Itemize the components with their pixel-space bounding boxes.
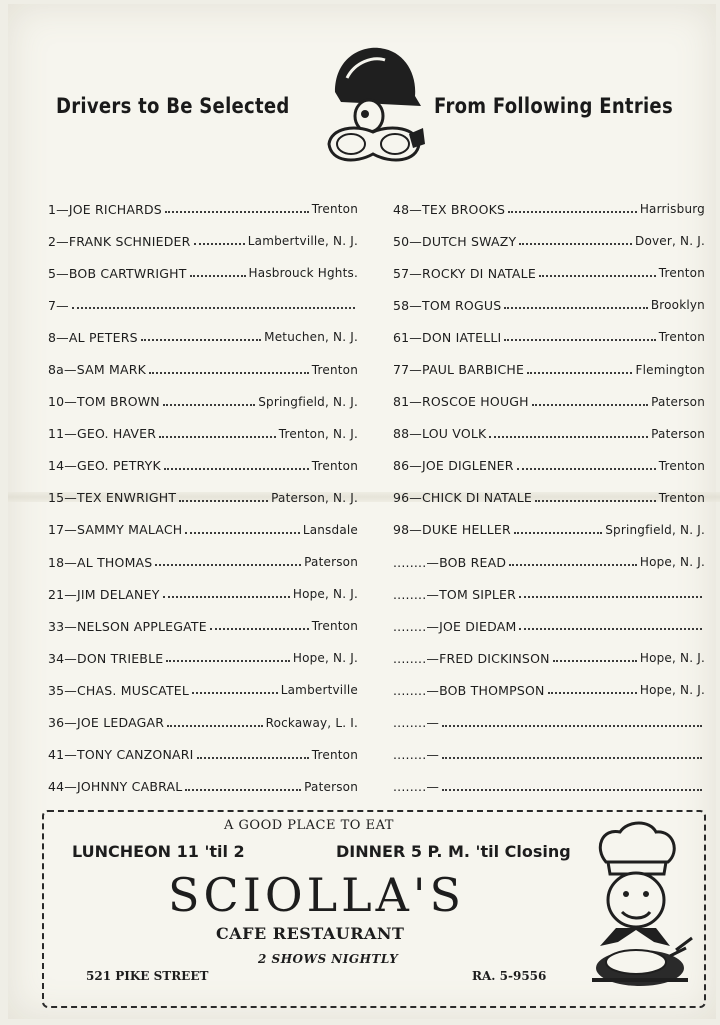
entry-name: 8—AL PETERS <box>48 329 138 345</box>
entry-city: Hope, N. J. <box>292 651 358 666</box>
entry-row <box>393 610 705 642</box>
dot-leader <box>165 201 309 213</box>
entry-name: ........— <box>393 715 440 731</box>
entry-row <box>393 546 705 578</box>
entry-row <box>393 578 705 610</box>
ad-tagline: A GOOD PLACE TO EAT <box>224 818 394 833</box>
entry-city: Trenton <box>311 458 358 473</box>
entry-name: 33—NELSON APPLEGATE <box>48 618 207 634</box>
entry-city: Lambertville, N. J. <box>247 234 358 249</box>
entry-row <box>393 482 705 514</box>
entry-row <box>48 193 358 225</box>
entry-row <box>48 578 358 610</box>
entry-city: Trenton <box>311 202 358 217</box>
dot-leader <box>504 329 655 341</box>
header-right-title: From Following Entries <box>434 94 673 118</box>
entry-row <box>48 482 358 514</box>
entry-row <box>48 739 358 771</box>
dot-leader <box>519 233 632 245</box>
entry-row <box>48 674 358 706</box>
entry-row <box>393 257 705 289</box>
entry-row <box>393 418 705 450</box>
chef-with-turkey-icon <box>558 818 698 996</box>
entry-name: ........—FRED DICKINSON <box>393 650 550 666</box>
dot-leader <box>185 522 299 534</box>
entry-row <box>48 225 358 257</box>
header-left-title: Drivers to Be Selected <box>56 94 290 118</box>
entry-name: 44—JOHNNY CABRAL <box>48 779 183 795</box>
ad-shows: 2 SHOWS NIGHTLY <box>258 952 399 966</box>
entry-city: Hasbrouck Hghts. <box>248 266 358 281</box>
helmet-goggles-icon <box>321 40 425 172</box>
dot-leader <box>517 458 656 470</box>
dot-leader <box>519 586 702 598</box>
entry-city: Harrisburg <box>639 202 705 217</box>
dot-leader <box>163 394 255 406</box>
entry-name: ........—TOM SIPLER <box>393 586 517 602</box>
dot-leader <box>535 490 656 502</box>
entry-city: Brooklyn <box>650 298 705 313</box>
entry-row <box>393 674 705 706</box>
entry-name: 48—TEX BROOKS <box>393 201 506 217</box>
dot-leader <box>442 715 702 727</box>
dot-leader <box>166 650 290 662</box>
ad-luncheon-hours: LUNCHEON 11 'til 2 <box>72 842 245 861</box>
dot-leader <box>527 362 632 374</box>
entry-row <box>48 771 358 803</box>
dot-leader <box>509 554 637 566</box>
dot-leader <box>519 618 702 630</box>
entry-row <box>48 321 358 353</box>
entry-city: Hope, N. J. <box>639 555 705 570</box>
entry-name: 35—CHAS. MUSCATEL <box>48 682 190 698</box>
entry-row <box>393 289 705 321</box>
entry-name: 1—JOE RICHARDS <box>48 201 162 217</box>
entry-name: 7— <box>48 297 69 313</box>
dot-leader <box>548 682 637 694</box>
ad-subtitle: CAFE RESTAURANT <box>216 924 405 943</box>
entry-name: 61—DON IATELLI <box>393 329 502 345</box>
entry-row <box>48 257 358 289</box>
dot-leader <box>489 426 648 438</box>
entry-row <box>48 546 358 578</box>
entry-name: 77—PAUL BARBICHE <box>393 362 525 378</box>
dot-leader <box>442 779 702 791</box>
dot-leader <box>508 201 637 213</box>
entry-city: Hope, N. J. <box>292 587 358 602</box>
dot-leader <box>141 329 261 341</box>
entry-city: Paterson <box>651 426 705 441</box>
entry-city: Springfield, N. J. <box>605 522 705 537</box>
entry-name: ........— <box>393 747 440 763</box>
entries-right-column <box>393 193 705 803</box>
entry-row <box>393 642 705 674</box>
entry-name: 10—TOM BROWN <box>48 394 160 410</box>
entry-city: Trenton <box>311 747 358 762</box>
dot-leader <box>514 522 602 534</box>
entry-name: 8a—SAM MARK <box>48 362 147 378</box>
dot-leader <box>539 265 656 277</box>
entry-name: 14—GEO. PETRYK <box>48 458 161 474</box>
entry-row <box>393 193 705 225</box>
entry-city: Trenton <box>311 362 358 377</box>
entry-name: 36—JOE LEDAGAR <box>48 715 165 731</box>
dot-leader <box>159 426 276 438</box>
dot-leader <box>197 747 309 759</box>
entry-city: Springfield, N. J. <box>258 394 358 409</box>
dot-leader <box>190 265 246 277</box>
dot-leader <box>442 747 702 759</box>
dot-leader <box>185 779 301 791</box>
entry-city: Trenton <box>658 458 705 473</box>
dot-leader <box>163 586 290 598</box>
entry-name: ........—JOE DIEDAM <box>393 618 517 634</box>
entry-row <box>48 450 358 482</box>
entry-city: Lansdale <box>302 522 358 537</box>
entry-row <box>48 642 358 674</box>
entry-name: ........— <box>393 779 440 795</box>
dot-leader <box>72 297 355 309</box>
entry-city: Dover, N. J. <box>635 234 705 249</box>
entry-row <box>48 353 358 385</box>
entry-name: 11—GEO. HAVER <box>48 426 157 442</box>
entry-name: 81—ROSCOE HOUGH <box>393 394 529 410</box>
entry-name: 86—JOE DIGLENER <box>393 458 514 474</box>
entry-name: 41—TONY CANZONARI <box>48 747 194 763</box>
dot-leader <box>179 490 268 502</box>
entry-name: 17—SAMMY MALACH <box>48 522 183 538</box>
entry-name: 57—ROCKY DI NATALE <box>393 265 536 281</box>
entry-city: Paterson <box>304 779 358 794</box>
entry-row <box>393 450 705 482</box>
entry-name: 96—CHICK DI NATALE <box>393 490 533 506</box>
entry-row <box>393 353 705 385</box>
entry-city: Rockaway, L. I. <box>265 715 358 730</box>
entry-name: 5—BOB CARTWRIGHT <box>48 265 187 281</box>
dot-leader <box>149 362 309 374</box>
entry-row <box>393 514 705 546</box>
entry-row <box>48 707 358 739</box>
entry-row <box>393 321 705 353</box>
entry-row <box>393 707 705 739</box>
entry-row <box>48 289 358 321</box>
entry-city: Trenton <box>311 619 358 634</box>
entry-city: Trenton <box>658 266 705 281</box>
entry-city: Paterson <box>651 394 705 409</box>
entry-row <box>48 610 358 642</box>
entry-name: 98—DUKE HELLER <box>393 522 511 538</box>
entry-row <box>393 386 705 418</box>
ad-restaurant-name: SCIOLLA'S <box>168 868 466 922</box>
entry-city: Trenton <box>658 490 705 505</box>
entry-city: Hope, N. J. <box>639 651 705 666</box>
entry-name: 18—AL THOMAS <box>48 554 153 570</box>
entry-row <box>393 739 705 771</box>
entry-name: ........—BOB READ <box>393 554 507 570</box>
dot-leader <box>194 233 245 245</box>
restaurant-advertisement <box>42 810 706 1008</box>
entry-name: 88—LOU VOLK <box>393 426 487 442</box>
entry-city: Trenton <box>658 330 705 345</box>
entry-row <box>48 418 358 450</box>
entry-row <box>48 514 358 546</box>
entry-city: Hope, N. J. <box>639 683 705 698</box>
entry-city: Paterson <box>304 555 358 570</box>
entry-name: 21—JIM DELANEY <box>48 586 160 602</box>
dot-leader <box>553 650 637 662</box>
entry-city: Metuchen, N. J. <box>264 330 358 345</box>
dot-leader <box>210 618 309 630</box>
entry-name: 50—DUTCH SWAZY <box>393 233 517 249</box>
entry-row <box>48 386 358 418</box>
dot-leader <box>167 715 262 727</box>
entry-name: 34—DON TRIEBLE <box>48 650 164 666</box>
entry-row <box>393 771 705 803</box>
entry-city: Lambertville <box>280 683 358 698</box>
entry-city: Paterson, N. J. <box>271 490 358 505</box>
ad-phone: RA. 5-9556 <box>472 969 547 983</box>
entry-city: Flemington <box>635 362 705 377</box>
ad-address: 521 PIKE STREET <box>86 969 209 983</box>
entry-row <box>393 225 705 257</box>
dot-leader <box>192 682 278 694</box>
dot-leader <box>155 554 301 566</box>
entry-name: ........—BOB THOMPSON <box>393 682 545 698</box>
entries-left-column <box>48 193 358 803</box>
dot-leader <box>504 297 647 309</box>
dot-leader <box>164 458 309 470</box>
entry-name: 2—FRANK SCHNIEDER <box>48 233 191 249</box>
ad-dinner-hours: DINNER 5 P. M. 'til Closing <box>336 842 571 861</box>
entry-name: 15—TEX ENWRIGHT <box>48 490 177 506</box>
program-page <box>8 4 716 1019</box>
entry-name: 58—TOM ROGUS <box>393 297 502 313</box>
entry-city: Trenton, N. J. <box>278 426 358 441</box>
dot-leader <box>532 394 648 406</box>
